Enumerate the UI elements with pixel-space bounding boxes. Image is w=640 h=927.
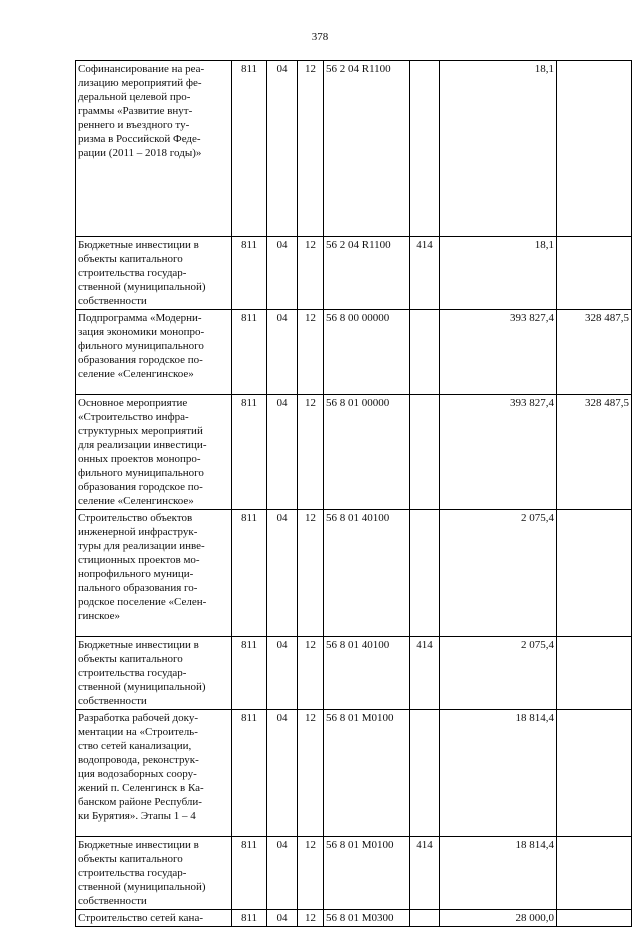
amount-1-cell: 18,1 bbox=[440, 237, 557, 310]
expense-type-code-cell: 414 bbox=[410, 637, 440, 710]
amount-2-cell bbox=[557, 837, 632, 910]
grbs-code-cell: 811 bbox=[232, 61, 267, 237]
row-name-cell bbox=[76, 510, 232, 637]
amount-1-cell: 18 814,4 bbox=[440, 710, 557, 837]
subsection-code-cell: 12 bbox=[298, 310, 324, 395]
amount-2-cell: 328 487,5 bbox=[557, 310, 632, 395]
expense-type-code-cell bbox=[410, 710, 440, 837]
table-row bbox=[76, 510, 632, 637]
section-code-cell: 04 bbox=[267, 395, 298, 510]
row-name-text: Бюджетные инвестиции в объекты капитального строительства государ- ственной (муниципальной) собственности bbox=[78, 639, 206, 707]
row-name-cell bbox=[76, 310, 232, 395]
row-name-cell bbox=[76, 637, 232, 710]
table-row bbox=[76, 910, 632, 927]
amount-1-cell: 28 000,0 bbox=[440, 910, 557, 927]
section-code-cell: 04 bbox=[267, 310, 298, 395]
amount-1-cell: 2 075,4 bbox=[440, 637, 557, 710]
table-row bbox=[76, 61, 632, 237]
amount-2-cell bbox=[557, 510, 632, 637]
amount-1-cell: 393 827,4 bbox=[440, 395, 557, 510]
row-name-cell bbox=[76, 237, 232, 310]
budget-table bbox=[75, 60, 632, 927]
amount-1-cell: 18,1 bbox=[440, 61, 557, 237]
expense-type-code-cell bbox=[410, 510, 440, 637]
amount-2-cell bbox=[557, 237, 632, 310]
row-name-text: Основное мероприятие «Строительство инфра- структурных мероприятий для реализации инвестици- онных проектов монопро- фильного муниципального образования городское по- селение «Селенгинское» bbox=[78, 397, 207, 507]
target-item-code-cell: 56 8 01 40100 bbox=[324, 637, 410, 710]
page-number: 378 bbox=[311, 31, 329, 43]
subsection-code-cell: 12 bbox=[298, 637, 324, 710]
amount-1-cell: 18 814,4 bbox=[440, 837, 557, 910]
grbs-code-cell: 811 bbox=[232, 637, 267, 710]
section-code-cell: 04 bbox=[267, 710, 298, 837]
grbs-code-cell: 811 bbox=[232, 237, 267, 310]
amount-2-cell bbox=[557, 910, 632, 927]
subsection-code-cell: 12 bbox=[298, 710, 324, 837]
section-code-cell: 04 bbox=[267, 637, 298, 710]
amount-1-cell: 393 827,4 bbox=[440, 310, 557, 395]
expense-type-code-cell bbox=[410, 310, 440, 395]
expense-type-code-cell bbox=[410, 61, 440, 237]
section-code-cell: 04 bbox=[267, 510, 298, 637]
table-row bbox=[76, 237, 632, 310]
amount-1-cell: 2 075,4 bbox=[440, 510, 557, 637]
grbs-code-cell: 811 bbox=[232, 710, 267, 837]
expense-type-code-cell: 414 bbox=[410, 237, 440, 310]
target-item-code-cell: 56 8 01 M0300 bbox=[324, 910, 410, 927]
expense-type-code-cell: 414 bbox=[410, 837, 440, 910]
table-row bbox=[76, 837, 632, 910]
subsection-code-cell: 12 bbox=[298, 837, 324, 910]
section-code-cell: 04 bbox=[267, 237, 298, 310]
target-item-code-cell: 56 8 00 00000 bbox=[324, 310, 410, 395]
amount-2-cell bbox=[557, 61, 632, 237]
section-code-cell: 04 bbox=[267, 910, 298, 927]
target-item-code-cell: 56 2 04 R1100 bbox=[324, 237, 410, 310]
subsection-code-cell: 12 bbox=[298, 910, 324, 927]
grbs-code-cell: 811 bbox=[232, 910, 267, 927]
row-name-cell bbox=[76, 837, 232, 910]
grbs-code-cell: 811 bbox=[232, 837, 267, 910]
subsection-code-cell: 12 bbox=[298, 61, 324, 237]
amount-2-cell: 328 487,5 bbox=[557, 395, 632, 510]
row-name-text: Софинансирование на реа- лизацию мероприятий фе- деральной целевой про- граммы «Развитие внут- реннего и въездного ту- ризма в Российской Федe- рации (2011 – 2018 годы)» bbox=[78, 63, 205, 159]
target-item-code-cell: 56 2 04 R1100 bbox=[324, 61, 410, 237]
target-item-code-cell: 56 8 01 00000 bbox=[324, 395, 410, 510]
section-code-cell: 04 bbox=[267, 61, 298, 237]
row-name-cell bbox=[76, 61, 232, 237]
row-name-cell bbox=[76, 710, 232, 837]
expense-type-code-cell bbox=[410, 395, 440, 510]
table-row bbox=[76, 310, 632, 395]
subsection-code-cell: 12 bbox=[298, 395, 324, 510]
target-item-code-cell: 56 8 01 M0100 bbox=[324, 710, 410, 837]
subsection-code-cell: 12 bbox=[298, 510, 324, 637]
grbs-code-cell: 811 bbox=[232, 395, 267, 510]
grbs-code-cell: 811 bbox=[232, 510, 267, 637]
expense-type-code-cell bbox=[410, 910, 440, 927]
subsection-code-cell: 12 bbox=[298, 237, 324, 310]
table-row bbox=[76, 637, 632, 710]
target-item-code-cell: 56 8 01 M0100 bbox=[324, 837, 410, 910]
row-name-cell bbox=[76, 395, 232, 510]
row-name-text: Бюджетные инвестиции в объекты капитального строительства государ- ственной (муниципальной) собственности bbox=[78, 839, 206, 907]
section-code-cell: 04 bbox=[267, 837, 298, 910]
amount-2-cell bbox=[557, 710, 632, 837]
row-name-text: Разработка рабочей доку- ментации на «Строитель- ство сетей канализации, водопровода, реконструк- ция водозаборных соору- жений п. Селенгинск в Ка- банском районе Республи- ки Бурятия». Этапы 1 – 4 bbox=[78, 712, 204, 822]
target-item-code-cell: 56 8 01 40100 bbox=[324, 510, 410, 637]
row-name-cell bbox=[76, 910, 232, 927]
row-name-text: Бюджетные инвестиции в объекты капитального строительства государ- ственной (муниципальной) собственности bbox=[78, 239, 206, 307]
table-row bbox=[76, 710, 632, 837]
grbs-code-cell: 811 bbox=[232, 310, 267, 395]
table-row bbox=[76, 395, 632, 510]
row-name-text: Подпрограмма «Модерни- зация экономики монопро- фильного муниципального образования городское по- селение «Селенгинское» bbox=[78, 312, 205, 380]
table-body bbox=[76, 61, 632, 927]
row-name-text: Строительство сетей кана- bbox=[78, 912, 203, 924]
row-name-text: Строительство объектов инженерной инфраструк- туры для реализации инве- стиционных проектов мо- нопрофильного муници- пального образования го- родское поселение «Селен- гинское» bbox=[78, 512, 207, 622]
amount-2-cell bbox=[557, 637, 632, 710]
